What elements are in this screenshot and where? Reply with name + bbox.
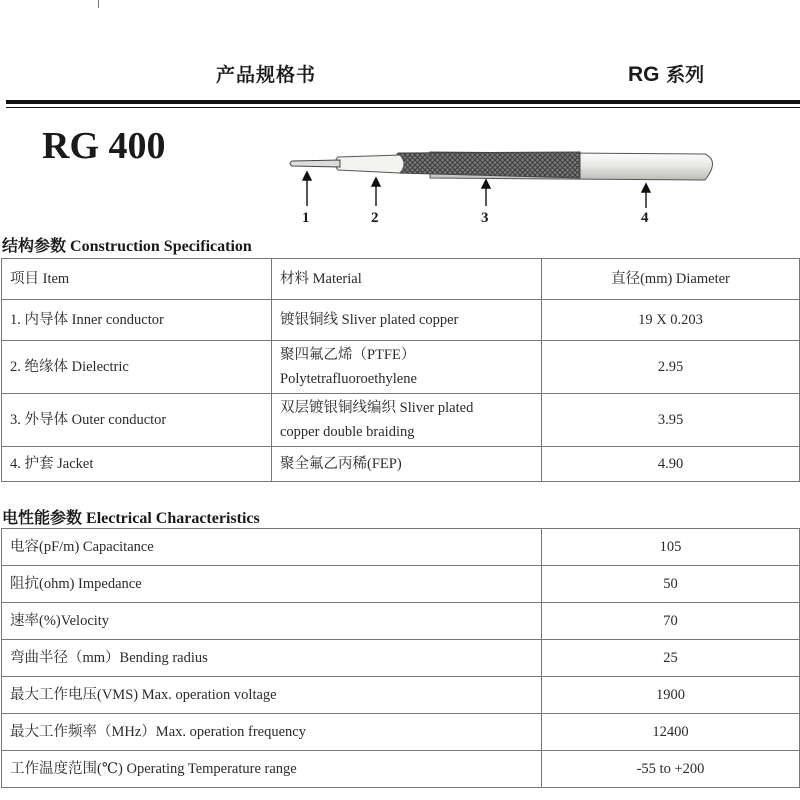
marker-2: 2	[371, 210, 379, 226]
row-diameter: 4.90	[542, 447, 800, 482]
param-value: 12400	[542, 714, 800, 751]
table-row	[2, 714, 800, 751]
construction-section-title	[2, 233, 252, 256]
row-item: 1. 内导体 Inner conductor	[2, 300, 272, 341]
table-row	[2, 603, 800, 640]
row-item: 2. 绝缘体 Dielectric	[2, 341, 272, 394]
table-row	[2, 394, 800, 447]
param-label: 弯曲半径（mm）Bending radius	[2, 640, 542, 677]
table-row	[2, 300, 800, 341]
row-item: 3. 外导体 Outer conductor	[2, 394, 272, 447]
material-line: copper double braiding	[280, 424, 415, 440]
marker-3: 3	[481, 210, 489, 226]
marker-4: 4	[641, 210, 649, 226]
row-material	[272, 394, 542, 447]
param-value: 70	[542, 603, 800, 640]
param-value: 105	[542, 529, 800, 566]
material-line: 双层镀银铜线编织 Sliver plated	[280, 400, 474, 416]
table-row	[2, 447, 800, 482]
material-line: 聚四氟乙烯（PTFE）	[280, 347, 416, 363]
param-value: -55 to +200	[542, 751, 800, 788]
series-suffix: 系列	[659, 64, 705, 86]
construction-header-row	[2, 259, 800, 300]
top-tick-mark	[98, 0, 99, 8]
series-prefix: RG	[628, 63, 660, 86]
param-label: 阻抗(ohm) Impedance	[2, 566, 542, 603]
row-diameter: 19 X 0.203	[542, 300, 800, 341]
table-row	[2, 341, 800, 394]
series-label	[628, 60, 704, 87]
cable-diagram	[280, 140, 720, 230]
electrical-table	[1, 528, 800, 788]
electrical-title-en: Electrical Characteristics	[86, 510, 260, 527]
material-line: 聚全氟乙丙稀(FEP)	[280, 456, 402, 472]
cable-illustration	[280, 140, 720, 230]
inner-conductor	[290, 160, 340, 167]
construction-title-en: Construction Specification	[70, 238, 252, 255]
marker-1: 1	[302, 210, 310, 226]
material-line: Polytetrafluoroethylene	[280, 371, 417, 387]
row-material	[272, 341, 542, 394]
table-row	[2, 677, 800, 714]
model-name: RG 400	[42, 125, 166, 167]
electrical-section-title	[2, 505, 260, 528]
param-label: 电容(pF/m) Capacitance	[2, 529, 542, 566]
header-item: 项目 Item	[2, 259, 272, 300]
table-row	[2, 566, 800, 603]
header-material: 材料 Material	[272, 259, 542, 300]
row-item: 4. 护套 Jacket	[2, 447, 272, 482]
row-diameter: 2.95	[542, 341, 800, 394]
param-value: 25	[542, 640, 800, 677]
construction-table	[1, 258, 800, 482]
param-label: 最大工作频率（MHz）Max. operation frequency	[2, 714, 542, 751]
param-value: 1900	[542, 677, 800, 714]
row-material	[272, 447, 542, 482]
row-diameter: 3.95	[542, 394, 800, 447]
table-row	[2, 640, 800, 677]
param-label: 最大工作电压(VMS) Max. operation voltage	[2, 677, 542, 714]
header-rule-thin	[6, 107, 800, 108]
table-row	[2, 529, 800, 566]
param-value: 50	[542, 566, 800, 603]
material-line: 镀银铜线 Sliver plated copper	[280, 312, 459, 328]
dielectric-layer	[335, 155, 404, 173]
electrical-title-cn: 电性能参数	[2, 508, 83, 527]
header-rule-thick	[6, 100, 800, 104]
header-diameter: 直径(mm) Diameter	[542, 259, 800, 300]
construction-title-cn: 结构参数	[2, 236, 67, 255]
param-label: 工作温度范围(℃) Operating Temperature range	[2, 751, 542, 788]
param-label: 速率(%)Velocity	[2, 603, 542, 640]
document-title: 产品规格书	[216, 64, 317, 86]
table-row	[2, 751, 800, 788]
row-material	[272, 300, 542, 341]
braid-layer	[394, 152, 580, 178]
